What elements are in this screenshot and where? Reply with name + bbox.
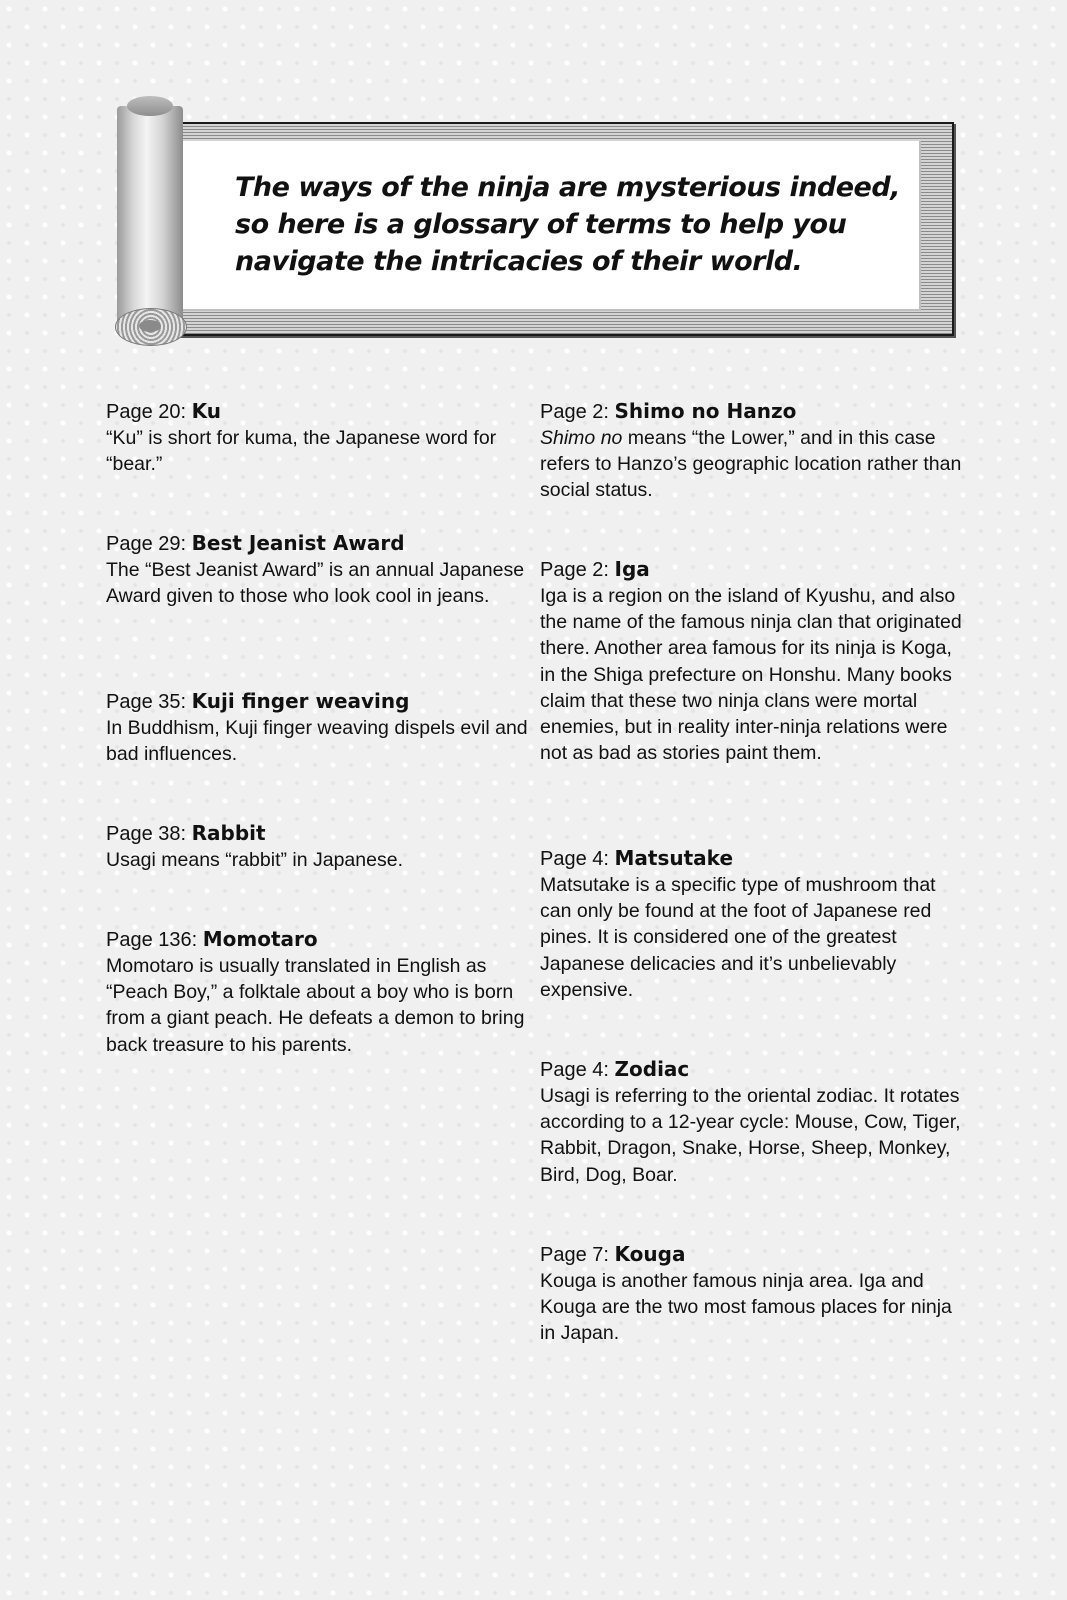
entry-heading bbox=[106, 688, 536, 715]
page-ref: Page 7: bbox=[540, 1244, 609, 1266]
term: Iga bbox=[614, 557, 650, 581]
definition: Usagi is referring to the oriental zodiac. It rotates according to a 12-year cycle: Mouse, Cow, Tiger, Rabbit, Dragon, Snake, Horse, Sheep, Monkey, Bird, Dog, Boar. bbox=[540, 1085, 961, 1186]
entry-heading bbox=[540, 398, 970, 425]
page-ref: Page 4: bbox=[540, 848, 609, 870]
entry-heading bbox=[540, 845, 970, 872]
entry-heading bbox=[106, 398, 536, 425]
entry-heading bbox=[106, 530, 536, 557]
page-ref: Page 35: bbox=[106, 691, 187, 713]
term: Momotaro bbox=[202, 927, 318, 951]
entry-heading bbox=[106, 926, 536, 953]
definition-text: means “the Lower,” and in this case refers to Hanzo’s geographic location rather than social status. bbox=[540, 427, 962, 502]
term: Ku bbox=[191, 399, 222, 423]
definition-emphasis: Shimo no bbox=[540, 427, 623, 449]
page-ref: Page 29: bbox=[106, 533, 187, 555]
page-ref: Page 2: bbox=[540, 559, 609, 581]
entry-heading bbox=[106, 820, 536, 847]
term: Zodiac bbox=[614, 1057, 690, 1081]
definition: In Buddhism, Kuji finger weaving dispels evil and bad influences. bbox=[106, 717, 528, 766]
glossary-entry-shimo-no-hanzo bbox=[540, 398, 970, 504]
definition: Matsutake is a specific type of mushroom that can only be found at the foot of Japanese red pines. It is considered one of the greatest Japanese delicacies and it’s unbelievably expensive. bbox=[540, 874, 936, 1001]
definition: Usagi means “rabbit” in Japanese. bbox=[106, 849, 403, 871]
term: Kouga bbox=[614, 1242, 686, 1266]
definition: The “Best Jeanist Award” is an annual Japanese Award given to those who look cool in jeans. bbox=[106, 559, 525, 608]
glossary-entry-best-jeanist bbox=[106, 530, 536, 609]
page-ref: Page 20: bbox=[106, 401, 187, 423]
term: Matsutake bbox=[614, 846, 734, 870]
glossary-entry-ku bbox=[106, 398, 536, 477]
scroll-roll-icon bbox=[115, 96, 185, 344]
glossary-entry-matsutake bbox=[540, 845, 970, 1003]
scroll-paper bbox=[175, 122, 954, 336]
definition: Iga is a region on the island of Kyushu, and also the name of the famous ninja clan that originated there. Another area famous for its ninja is Koga, in the Shiga prefecture on Honshu. Many books claim that these two ninja clans were mortal enemies, but in reality inter-ninja relations were not as bad as stories paint them. bbox=[540, 585, 962, 765]
entry-heading bbox=[540, 1241, 970, 1268]
term: Shimo no Hanzo bbox=[614, 399, 797, 423]
term: Rabbit bbox=[191, 821, 266, 845]
entry-heading bbox=[540, 1056, 970, 1083]
scroll-banner bbox=[115, 96, 953, 346]
glossary-entry-kuji bbox=[106, 688, 536, 767]
term: Best Jeanist Award bbox=[191, 531, 405, 555]
glossary-entry-kouga bbox=[540, 1241, 970, 1347]
page-ref: Page 38: bbox=[106, 823, 187, 845]
glossary-entry-momotaro bbox=[106, 926, 536, 1058]
intro-text: The ways of the ninja are mysterious indeed, so here is a glossary of terms to help you navigate the intricacies of their world. bbox=[235, 172, 900, 277]
page-ref: Page 136: bbox=[106, 929, 198, 951]
glossary-entry-iga bbox=[540, 556, 970, 766]
definition: Kouga is another famous ninja area. Iga and Kouga are the two most famous places for ninja in Japan. bbox=[540, 1270, 952, 1345]
definition: Momotaro is usually translated in English as “Peach Boy,” a folktale about a boy who is born from a giant peach. He defeats a demon to bring back treasure to his parents. bbox=[106, 955, 525, 1056]
scroll-paper-inner bbox=[177, 141, 921, 311]
definition: “Ku” is short for kuma, the Japanese word for “bear.” bbox=[106, 427, 497, 476]
page-ref: Page 4: bbox=[540, 1059, 609, 1081]
page-ref: Page 2: bbox=[540, 401, 609, 423]
entry-heading bbox=[540, 556, 970, 583]
glossary-entry-zodiac bbox=[540, 1056, 970, 1188]
definition bbox=[540, 425, 970, 504]
term: Kuji finger weaving bbox=[191, 689, 410, 713]
glossary-entry-rabbit bbox=[106, 820, 536, 873]
